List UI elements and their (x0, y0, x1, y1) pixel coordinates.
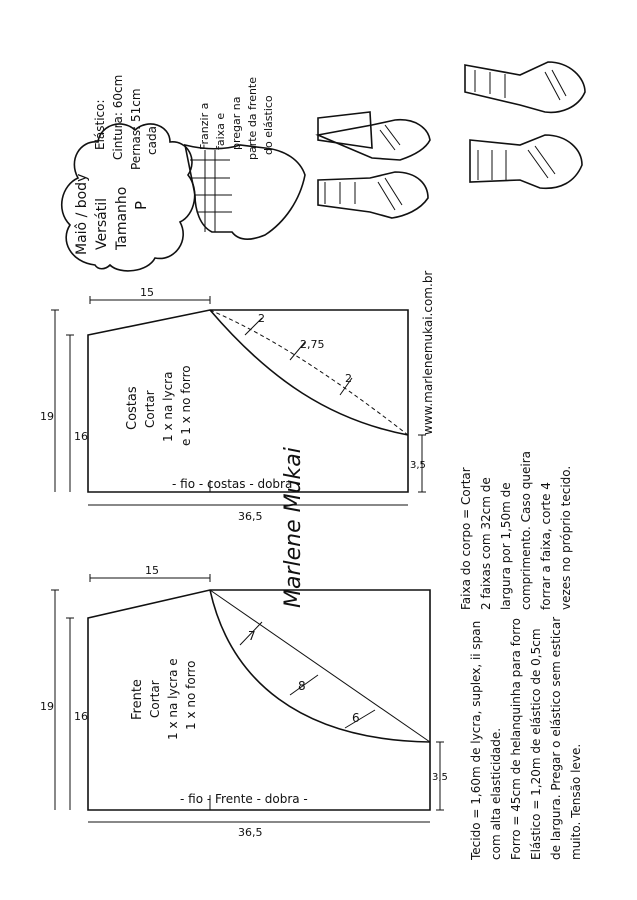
swimsuit-illustration-side (185, 145, 305, 239)
svg-text:faixa e: faixa e (214, 112, 227, 150)
frente-dim-right: 3,5 (432, 772, 448, 783)
svg-text:vezes no próprio tecido.: vezes no próprio tecido. (559, 465, 573, 610)
frente-fold-label: - fio - Frente - dobra - (180, 792, 308, 806)
title-line1: Maiô / body (74, 173, 90, 255)
svg-text:Faixa do corpo = Cortar: Faixa do corpo = Cortar (459, 467, 473, 610)
frente-pattern (40, 564, 448, 839)
elastic-waist: Cintura: 60cm (111, 74, 125, 160)
costas-dim-left-total: 19 (40, 410, 54, 423)
elastic-legs: Pernas: 51cm (129, 88, 143, 170)
svg-text:Franzir a: Franzir a (198, 102, 211, 150)
swimsuit-illustration-right (465, 62, 585, 188)
website-text: www.marlenemukai.com.br (421, 270, 435, 435)
frente-dim-left-inner: 16 (74, 710, 88, 723)
costas-armhole-curve (210, 310, 408, 435)
frente-dim-left-total: 19 (40, 700, 54, 713)
costas-pattern (40, 286, 426, 523)
elastic-legs-suffix: cada (145, 126, 159, 155)
svg-text:muito. Tensão leve.: muito. Tensão leve. (569, 743, 583, 860)
costas-label-title: Costas (125, 386, 140, 430)
svg-text:Forro = 45cm de helanquinha pa: Forro = 45cm de helanquinha para forro (509, 617, 523, 860)
elastic-heading: Elástico: (93, 99, 107, 150)
frente-label-lycra: 1 x na lycra e (166, 658, 180, 740)
svg-text:2 faixas com 32cm de: 2 faixas com 32cm de (479, 477, 493, 610)
svg-text:forrar a faixa, corte 4: forrar a faixa, corte 4 (539, 482, 553, 610)
svg-text:parte da frente: parte da frente (246, 76, 259, 160)
costas-curve-b: 2,75 (300, 338, 325, 351)
signature-group (281, 447, 306, 608)
costas-curve-guide (210, 310, 408, 435)
costas-label-cut: Cortar (143, 390, 157, 428)
frente-label-cut: Cortar (148, 680, 162, 718)
frente-curve-chord (210, 590, 430, 742)
svg-text:pregar na: pregar na (230, 96, 243, 150)
fabric-note (469, 617, 583, 861)
svg-text:com alta elasticidade.: com alta elasticidade. (489, 727, 503, 860)
elastic-note (93, 75, 159, 170)
costas-dim-right: 3,5 (410, 460, 426, 471)
website-text-group (421, 271, 435, 435)
costas-dim-bottom: 36,5 (238, 510, 263, 523)
title-line2: Versátil (94, 197, 110, 250)
svg-text:Tecido = 1,60m de lycra, suple: Tecido = 1,60m de lycra, suplex, ii span (469, 620, 483, 860)
frente-dim-bottom: 36,5 (238, 826, 263, 839)
frente-curve-a: 7 (248, 629, 256, 643)
frente-label-forro: 1 x no forro (184, 660, 198, 730)
title-line3: Tamanho (114, 186, 130, 250)
frente-label-title: Frente (130, 679, 145, 720)
signature: Marlene Mukai (281, 447, 306, 608)
costas-fold-label: - fio - costas - dobra - (172, 477, 301, 491)
svg-text:comprimento. Caso queira: comprimento. Caso queira (519, 450, 533, 610)
costas-label-lycra: 1 x na lycra (161, 371, 175, 442)
svg-text:largura por 1,50m de: largura por 1,50m de (499, 482, 513, 610)
costas-dim-top: 15 (140, 286, 154, 299)
swimsuit-illustration-middle (318, 112, 430, 218)
svg-text:do elástico: do elástico (262, 95, 275, 155)
frente-dim-top: 15 (145, 564, 159, 577)
costas-dim-left-inner: 16 (74, 430, 88, 443)
svg-text:de largura. Pregar o elástico: de largura. Pregar o elástico sem esticar (549, 616, 563, 860)
costas-label-forro: e 1 x no forro (179, 365, 193, 446)
svg-text:Elástico = 1,20m de elástico d: Elástico = 1,20m de elástico de 0,5cm (529, 628, 543, 860)
costas-curve-c: 2 (345, 372, 352, 385)
title-size: P (132, 200, 150, 210)
faixa-note (459, 451, 573, 610)
frente-curve-c: 6 (352, 711, 360, 725)
costas-curve-a: 2 (258, 312, 265, 325)
frente-curve-b: 8 (298, 679, 306, 693)
